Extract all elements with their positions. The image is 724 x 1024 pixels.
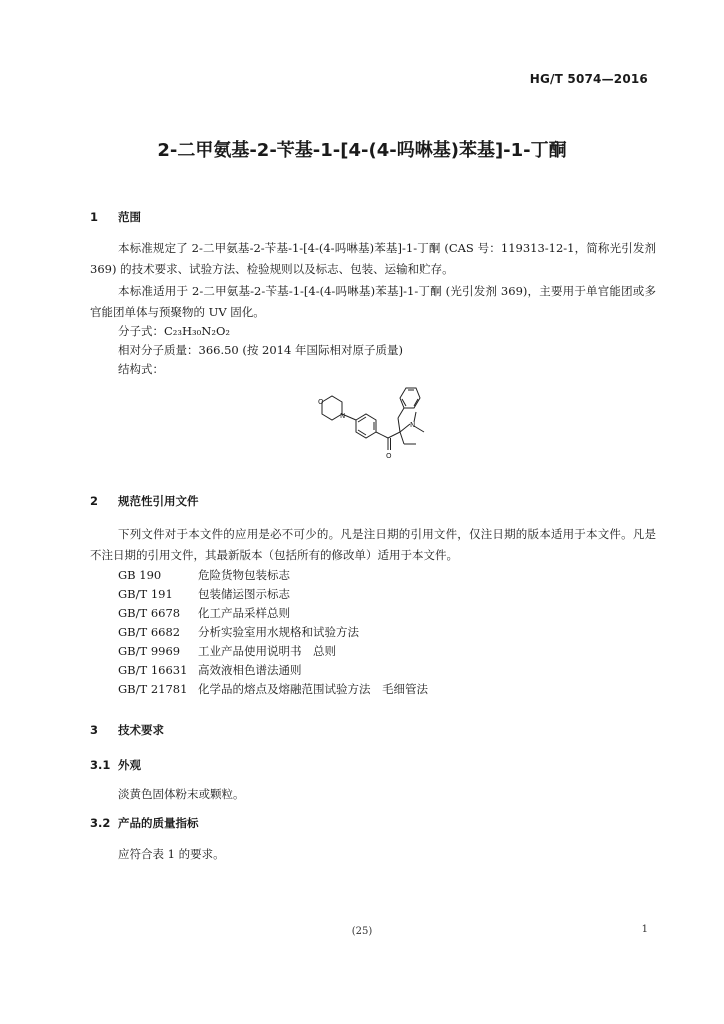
section-2-title: 规范性引用文件 xyxy=(118,494,199,508)
list-item: GB/T 191 包装储运图示标志 xyxy=(118,587,290,601)
phenyl-ring xyxy=(356,414,376,438)
section-2-number: 2 xyxy=(90,494,99,508)
section-3-2-title: 产品的质量指标 xyxy=(118,816,199,830)
oxygen-atom-label: O xyxy=(318,398,324,406)
list-item: GB/T 16631 高效液相色谱法通则 xyxy=(118,663,302,677)
section-3-heading xyxy=(90,722,164,738)
list-item: GB/T 21781 化学品的熔点及熔融范围试验方法 毛细管法 xyxy=(118,682,428,696)
amine-nitrogen-label: N xyxy=(410,421,416,429)
carbonyl-oxygen-label: O xyxy=(386,452,392,460)
molecular-formula: 分子式：C₂₃H₃₀N₂O₂ xyxy=(118,324,230,338)
list-item: GB/T 9969 工业产品使用说明书 总则 xyxy=(118,644,336,658)
reference-list xyxy=(118,566,428,699)
section-3-1-title: 外观 xyxy=(118,758,141,772)
section-3-number: 3 xyxy=(90,723,99,737)
section-1-number: 1 xyxy=(90,210,99,224)
section-3-title: 技术要求 xyxy=(118,723,164,737)
scope-paragraph-2: 本标准适用于 2-二甲氨基-2-苄基-1-[4-(4-吗啉基)苯基]-1-丁酮 (光引发剂 369)，主要用于单官能团或多官能团单体与预聚物的 UV 固化。 xyxy=(90,284,656,319)
footer-code: (25) xyxy=(351,926,373,937)
list-item: GB/T 6682 分析实验室用水规格和试验方法 xyxy=(118,625,359,639)
document-title: 2-二甲氨基-2-苄基-1-[4-(4-吗啉基)苯基]-1-丁酮 xyxy=(157,140,567,161)
section-1-title: 范围 xyxy=(118,210,141,224)
scope-paragraph-1: 本标准规定了 2-二甲氨基-2-苄基-1-[4-(4-吗啉基)苯基]-1-丁酮 (CAS 号：119313-12-1，简称光引发剂 369) 的技术要求、试验方法、检验规则以及标志、包装、运输和贮存。 xyxy=(90,241,656,276)
list-item: GB/T 6678 化工产品采样总则 xyxy=(118,606,290,620)
ethyl-group xyxy=(400,432,404,444)
section-2-heading xyxy=(90,493,199,509)
nitrogen-atom-label: N xyxy=(340,412,346,420)
section-1-heading xyxy=(90,209,141,225)
references-paragraph: 下列文件对于本文件的应用是必不可少的。凡是注日期的引用文件，仅注日期的版本适用于本文件。凡是不注日期的引用文件，其最新版本（包括所有的修改单）适用于本文件。 xyxy=(90,527,656,562)
molecular-mass: 相对分子质量：366.50 (按 2014 年国际相对原子质量) xyxy=(118,343,403,357)
structure-label: 结构式： xyxy=(118,362,164,376)
quality-requirement-text: 应符合表 1 的要求。 xyxy=(118,847,225,861)
section-3-1-heading xyxy=(90,757,141,773)
section-3-2-number: 3.2 xyxy=(90,816,111,830)
morpholine-ring xyxy=(322,396,342,420)
standard-code: HG/T 5074—2016 xyxy=(529,72,648,86)
section-3-2-heading xyxy=(90,815,199,831)
appearance-text: 淡黄色固体粉末或颗粒。 xyxy=(118,787,245,801)
list-item: GB 190 危险货物包装标志 xyxy=(118,568,290,582)
aryl-carbonyl-bond xyxy=(376,432,388,438)
page-number: 1 xyxy=(641,924,648,935)
benzyl-bond xyxy=(398,418,400,432)
section-3-1-number: 3.1 xyxy=(90,758,111,772)
structural-formula xyxy=(310,380,430,470)
benzyl-ring xyxy=(400,388,420,408)
